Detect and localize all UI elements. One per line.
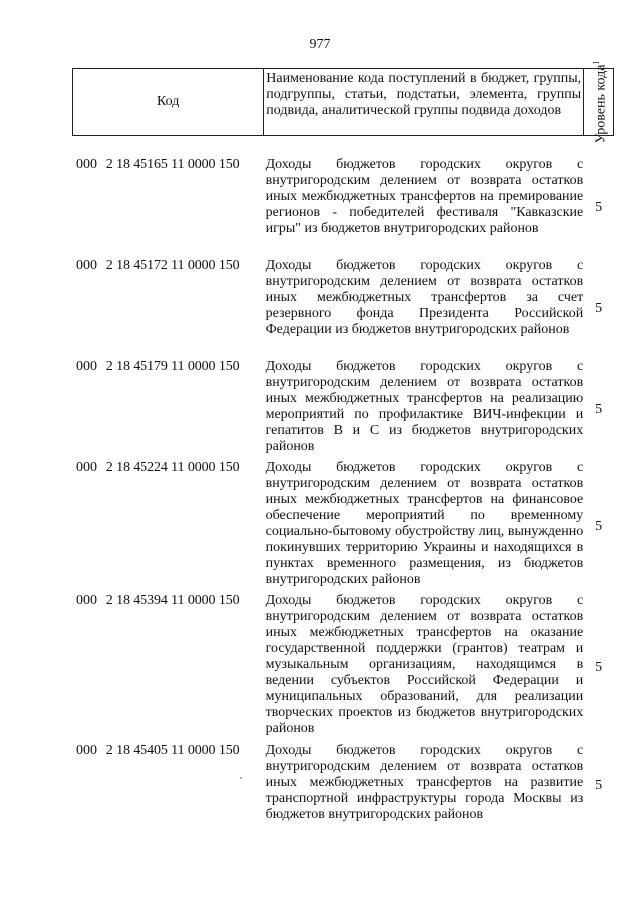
scan-speck bbox=[240, 777, 242, 779]
header-code: Код bbox=[73, 69, 264, 135]
income-code: 2 18 45405 11 0000 150 bbox=[105, 743, 240, 758]
page-number: 977 bbox=[309, 37, 331, 52]
code-level: 5 bbox=[595, 300, 603, 316]
income-code: 2 18 45165 11 0000 150 bbox=[105, 157, 240, 172]
table-row bbox=[72, 743, 614, 828]
admin-code: 000 bbox=[76, 593, 97, 608]
table-row bbox=[72, 593, 614, 743]
admin-code: 000 bbox=[76, 460, 97, 475]
table-body bbox=[72, 157, 614, 828]
header-name: Наименование кода поступлений в бюджет, группы, подгруппы, статьи, подстатьи, элемента, группы подвида, аналитической группы подвида доходов bbox=[264, 69, 584, 135]
table-row bbox=[72, 258, 614, 359]
income-name: Доходы бюджетов городских округов с внутригородским делением от возврата остатков иных межбюджетных трансфертов на реализацию мероприятий по профилактике ВИЧ-инфекции и гепатитов В и С из бюджетов внутригородских районов bbox=[265, 359, 584, 454]
income-name: Доходы бюджетов городских округов с внутригородским делением от возврата остатков иных межбюджетных трансфертов на развитие транспортной инфраструктуры города Москвы из бюджетов внутригородских районов bbox=[265, 743, 584, 822]
income-code: 2 18 45224 11 0000 150 bbox=[105, 460, 240, 475]
table-row bbox=[72, 359, 614, 460]
income-name: Доходы бюджетов городских округов с внутригородским делением от возврата остатков иных межбюджетных трансфертов за счет резервного фонда Президента Российской Федерации из бюджетов внутригородских районов bbox=[265, 258, 584, 337]
income-name: Доходы бюджетов городских округов с внутригородским делением от возврата остатков иных межбюджетных трансфертов на оказание государственной поддержки (грантов) театрам и музыкальным организациям, находящимся в ведении субъектов Российской Федерации и муниципальных образований, для реализации творческих проектов из бюджетов внутригородских районов bbox=[265, 593, 584, 736]
income-code: 2 18 45172 11 0000 150 bbox=[105, 258, 240, 273]
header-level-label: Уровень кода bbox=[592, 64, 608, 144]
admin-code: 000 bbox=[76, 743, 97, 758]
code-level: 5 bbox=[595, 660, 603, 675]
income-code: 2 18 45394 11 0000 150 bbox=[105, 593, 240, 608]
header-level bbox=[584, 60, 613, 144]
admin-code: 000 bbox=[76, 157, 97, 172]
income-name: Доходы бюджетов городских округов с внутригородским делением от возврата остатков иных межбюджетных трансфертов на премирование регионов - победителей фестиваля "Кавказские игры" из бюджетов внутригородских районов bbox=[265, 157, 584, 236]
code-level: 5 bbox=[595, 518, 603, 534]
income-name: Доходы бюджетов городских округов с внутригородским делением от возврата остатков иных межбюджетных трансфертов на финансовое обеспечение мероприятий по временному социально-бытовому обустройству лиц, вынужденно покинувших территорию Украины и находящихся в пунктах временного размещения, из бюджетов внутригородских районов bbox=[265, 460, 584, 587]
header-level-footnote: 1 bbox=[591, 60, 601, 65]
admin-code: 000 bbox=[76, 359, 97, 374]
income-code: 2 18 45179 11 0000 150 bbox=[105, 359, 240, 374]
admin-code: 000 bbox=[76, 258, 97, 273]
code-level: 5 bbox=[595, 777, 603, 793]
table-row bbox=[72, 157, 614, 258]
code-level: 5 bbox=[595, 199, 603, 215]
table-row bbox=[72, 460, 614, 593]
header-level-text bbox=[589, 61, 608, 144]
code-level: 5 bbox=[595, 401, 603, 417]
table-header bbox=[72, 60, 614, 144]
